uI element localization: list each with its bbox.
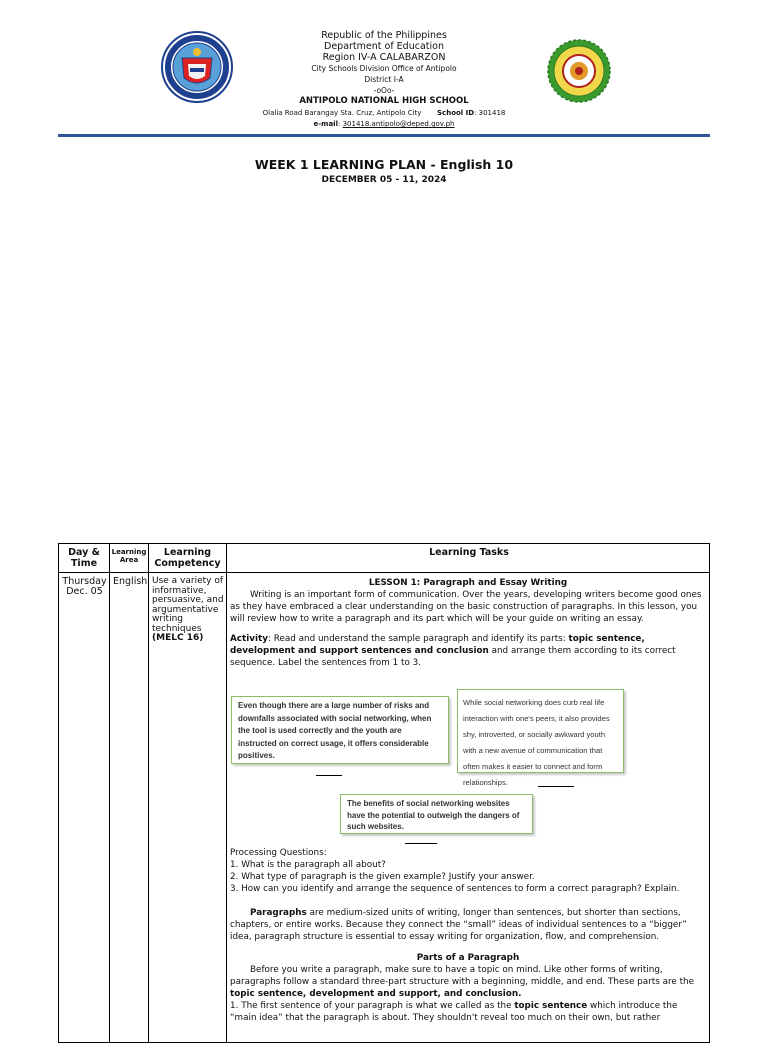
melc-label: (MELC 16) [152, 633, 204, 643]
lesson-title: LESSON 1: Paragraph and Essay Writing [368, 578, 568, 588]
page-title: WEEK 1 LEARNING PLAN - English 10 [254, 157, 514, 172]
school-address: Olalia Road Barangay Sta. Cruz, Antipolo City [262, 109, 422, 117]
school-id: : 301418 [474, 109, 506, 117]
header-line-department: Department of Education [324, 41, 444, 52]
area-cell: English [113, 576, 148, 587]
competency-text: Use a variety of informative, persuasive, and argumentative writing techniques [152, 576, 224, 634]
col-divider [109, 544, 110, 1042]
header-learning-area: Learning Area [111, 548, 147, 564]
email-link[interactable]: 301418.antipolo@deped.gov.ph [342, 120, 455, 128]
processing-question: 2. What type of paragraph is the given example? Justify your answer. [230, 872, 535, 882]
email-line: e-mail: 301418.antipolo@deped.gov.ph [313, 120, 455, 128]
col-divider [148, 544, 149, 1042]
letterhead [200, 30, 568, 130]
competency-cell [152, 577, 224, 644]
school-address-line [200, 108, 568, 119]
header-day-time: Day & Time [68, 547, 100, 569]
day-cell: Thursday Dec. 05 [62, 576, 107, 597]
answer-blank[interactable] [405, 843, 437, 844]
parts-item: 1. The first sentence of your paragraph is what we called as the topic sentence which introduce the “main idea” that the paragraph is about. They shouldn't reveal too much on their own, but rather [230, 1001, 678, 1023]
header-line-ooo: -oOo- [373, 86, 395, 95]
processing-questions-title: Processing Questions: [230, 848, 327, 858]
lesson-intro: Writing is an important form of communication. Over the years, developing writers become good ones as they have embraced a clear understanding on the basic construction of paragraphs. In this lesson, you will review how to write a paragraph and its part which will be your guide on writing an essay. [230, 590, 702, 624]
answer-blank[interactable] [316, 775, 342, 776]
email-label: e-mail [313, 120, 338, 128]
school-id-label: School ID [437, 109, 475, 117]
header-line-division: City Schools Division Office of Antipolo [311, 64, 457, 73]
header-learning-tasks: Learning Tasks [429, 547, 509, 558]
header-line-district: District I-A [364, 75, 404, 84]
paragraph-definition: Paragraphs are medium-sized units of writing, longer than sentences, but shorter than sections, chapters, or entire works. Because they connect the “small” ideas of individual sentences to a “bigger” idea, paragraph structure is essential to essay writing for organization, flow, and comprehension. [230, 908, 687, 942]
processing-question: 1. What is the paragraph all about? [230, 860, 386, 870]
activity-instructions: Activity: Read and understand the sample paragraph and identify its parts: topic sentence, development and support sentences and conclusion and arrange them according to its correct sequence. Label the sentences from 1 to 3. [230, 634, 676, 668]
sample-sentence-box: The benefits of social networking websites have the potential to outweigh the dangers of such websites. [340, 794, 533, 834]
sample-sentence-box: Even though there are a large number of risks and downfalls associated with social networking, when the tool is used correctly and the youth are instructed on correct usage, it offers considerable positives. [231, 696, 449, 764]
header-row-divider [59, 572, 709, 573]
answer-blank[interactable] [538, 786, 574, 787]
header-line-region: Region IV-A CALABARZON [322, 52, 446, 63]
parts-title: Parts of a Paragraph [416, 953, 520, 963]
sample-sentence-box: While social networking does curb real life interaction with one's peers, it also provides shy, introverted, or socially awkward youth with a new avenue of communication that often makes it easier to connect and form relationships. [457, 689, 624, 773]
header-learning-competency: Learning Competency [154, 547, 221, 569]
activity-label: Activity [230, 634, 268, 644]
lesson-body [230, 847, 706, 1024]
header-divider [58, 134, 710, 137]
page-subtitle: DECEMBER 05 - 11, 2024 [321, 175, 447, 185]
learning-plan-table [58, 543, 710, 1043]
header-line-republic: Republic of the Philippines [321, 30, 447, 41]
learning-tasks-cell [230, 577, 706, 1023]
col-divider [226, 544, 227, 1042]
processing-question: 3. How can you identify and arrange the sequence of sentences to form a correct paragraph? Explain. [230, 884, 680, 894]
school-name: ANTIPOLO NATIONAL HIGH SCHOOL [299, 96, 469, 106]
parts-description: Before you write a paragraph, make sure to have a topic on mind. Like other forms of writing, paragraphs follow a standard three-part structure with a beginning, middle, and end. These parts are the topic sentence, development and support, and conclusion. [230, 965, 695, 999]
